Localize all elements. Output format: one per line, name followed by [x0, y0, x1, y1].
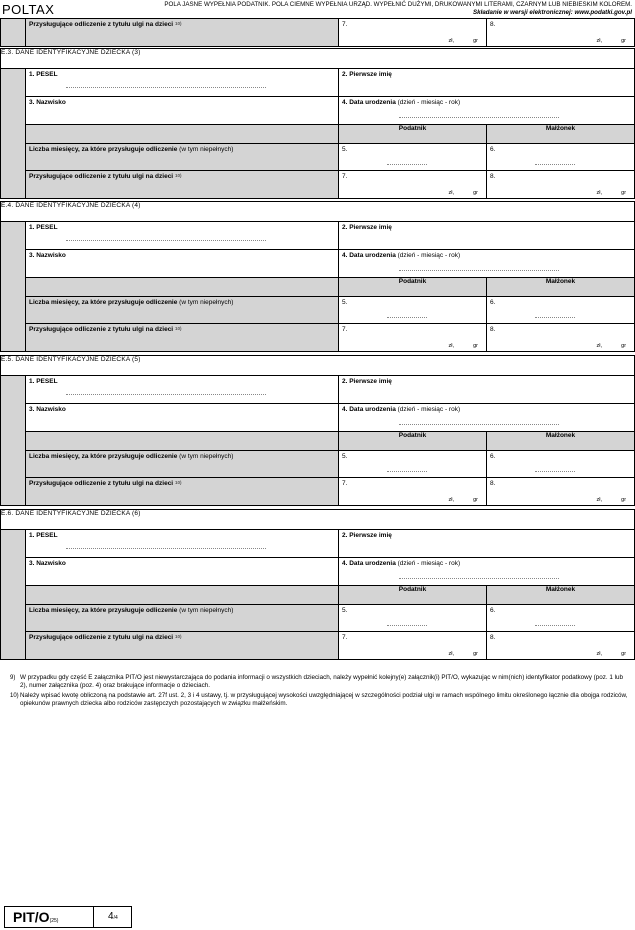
months-taxpayer-field[interactable]: 5.: [339, 144, 487, 171]
birth-date-field[interactable]: 4. Data urodzenia (dzień - miesiąc - rok): [339, 250, 635, 278]
header-spacer: [26, 125, 339, 144]
header-note-line1: POLA JASNE WYPEŁNIA PODATNIK. POLA CIEMNE WYPEŁNIA URZĄD. WYPEŁNIĆ DUŻYMI, DRUKOWANYMI LITERAMI, CZARNYM LUB NIEBIESKIM KOLOREM.: [164, 1, 632, 8]
birth-date-field[interactable]: 4. Data urodzenia (dzień - miesiąc - rok): [339, 558, 635, 586]
deduction-taxpayer-field[interactable]: 7. zł, gr: [339, 171, 487, 199]
months-label: Liczba miesięcy, za które przysługuje odliczenie (w tym niepełnych): [26, 451, 339, 478]
surname-field[interactable]: 3. Nazwisko: [26, 404, 339, 432]
taxpayer-header: Podatnik: [339, 125, 487, 144]
pesel-field[interactable]: 1. PESEL: [26, 222, 339, 250]
deduction-spouse-field[interactable]: 8. zł, gr: [487, 478, 635, 506]
birth-date-field[interactable]: 4. Data urodzenia (dzień - miesiąc - rok): [339, 97, 635, 125]
birth-date-field[interactable]: 4. Data urodzenia (dzień - miesiąc - rok): [339, 404, 635, 432]
spouse-header: Małżonek: [487, 125, 635, 144]
header-spacer: [26, 586, 339, 605]
gutter: [1, 222, 26, 352]
deduction-label: Przysługujące odliczenie z tytułu ulgi na dzieci $^{10)}$: [26, 632, 339, 660]
first-name-field[interactable]: 2. Pierwsze imię: [339, 530, 635, 558]
deduction-label: Przysługujące odliczenie z tytułu ulgi na dzieci $^{10)}$: [26, 324, 339, 352]
poltax-logo: POLTAX: [2, 2, 55, 17]
first-name-field[interactable]: 2. Pierwsze imię: [339, 69, 635, 97]
section-title: E.5. DANE IDENTYFIKACYJNE DZIECKA (5): [1, 356, 635, 376]
footnote-10: 10) Należy wpisać kwotę obliczoną na podstawie art. 27f ust. 2, 3 i 4 ustawy, tj. w przysługującej wysokości uwzględniającej w szczególności podział ulgi w ramach wspólnego limitu określonego łącznie dla obojga rodziców, opiekunów prawnych dziecka albo rodziców zastępczych pozostających w związku małżeńskim.: [10, 692, 628, 707]
header-spacer: [26, 432, 339, 451]
pesel-field[interactable]: 1. PESEL: [26, 69, 339, 97]
gutter: [1, 19, 26, 47]
section-title: E.6. DANE IDENTYFIKACYJNE DZIECKA (6): [1, 510, 635, 530]
spouse-header: Małżonek: [487, 432, 635, 451]
pesel-field[interactable]: 1. PESEL: [26, 376, 339, 404]
surname-field[interactable]: 3. Nazwisko: [26, 97, 339, 125]
section-title: E.3. DANE IDENTYFIKACYJNE DZIECKA (3): [1, 49, 635, 69]
section-title: E.4. DANE IDENTYFIKACYJNE DZIECKA (4): [1, 202, 635, 222]
footnote-9: 9) W przypadku gdy część E załącznika PIT/O jest niewystarczająca do podania informacji o wszystkich dzieciach, należy wypełnić kolejny(e) załącznik(i) PIT/O, wykazując w nim(nich) identyfikator podatkowy (poz. 1 lub 2), numer załącznika (poz. 4) oraz brakujące informacje o dzieciach.: [10, 674, 623, 689]
spouse-header: Małżonek: [487, 278, 635, 297]
form-name: PIT/O(25): [5, 907, 94, 927]
child-section-3: [0, 48, 635, 199]
months-spouse-field[interactable]: 6.: [487, 451, 635, 478]
months-spouse-field[interactable]: 6.: [487, 144, 635, 171]
taxpayer-header: Podatnik: [339, 278, 487, 297]
taxpayer-header: Podatnik: [339, 432, 487, 451]
deduction-taxpayer-field[interactable]: 7. zł, gr: [339, 19, 487, 47]
footnotes: [10, 674, 630, 710]
deduction-label: Przysługujące odliczenie z tytułu ulgi na dzieci $^{10)}$: [29, 21, 182, 28]
header-spacer: [26, 278, 339, 297]
header-note-line2: Składanie w wersji elektronicznej: www.podatki.gov.pl: [473, 9, 632, 16]
first-name-field[interactable]: 2. Pierwsze imię: [339, 376, 635, 404]
gutter: [1, 69, 26, 199]
months-taxpayer-field[interactable]: 5.: [339, 451, 487, 478]
pesel-field[interactable]: 1. PESEL: [26, 530, 339, 558]
deduction-spouse-field[interactable]: 8. zł, gr: [487, 19, 635, 47]
taxpayer-header: Podatnik: [339, 586, 487, 605]
deduction-taxpayer-field[interactable]: 7. zł, gr: [339, 632, 487, 660]
deduction-label: Przysługujące odliczenie z tytułu ulgi na dzieci $^{10)}$: [26, 171, 339, 199]
gutter: [1, 530, 26, 660]
deduction-taxpayer-field[interactable]: 7. zł, gr: [339, 324, 487, 352]
gutter: [1, 376, 26, 506]
surname-field[interactable]: 3. Nazwisko: [26, 250, 339, 278]
months-label: Liczba miesięcy, za które przysługuje odliczenie (w tym niepełnych): [26, 144, 339, 171]
months-label: Liczba miesięcy, za które przysługuje odliczenie (w tym niepełnych): [26, 605, 339, 632]
header-instructions: [104, 1, 632, 17]
form-id-box: [4, 906, 132, 928]
child-section-5: [0, 355, 635, 506]
months-label: Liczba miesięcy, za które przysługuje odliczenie (w tym niepełnych): [26, 297, 339, 324]
months-spouse-field[interactable]: 6.: [487, 605, 635, 632]
months-taxpayer-field[interactable]: 5.: [339, 605, 487, 632]
deduction-spouse-field[interactable]: 8. zł, gr: [487, 632, 635, 660]
deduction-spouse-field[interactable]: 8. zł, gr: [487, 324, 635, 352]
deduction-spouse-field[interactable]: 8. zł, gr: [487, 171, 635, 199]
deduction-label: Przysługujące odliczenie z tytułu ulgi na dzieci $^{10)}$: [26, 478, 339, 506]
spouse-header: Małżonek: [487, 586, 635, 605]
child-section-6: [0, 509, 635, 660]
child-section-4: [0, 201, 635, 352]
months-taxpayer-field[interactable]: 5.: [339, 297, 487, 324]
page-number: 4/4: [108, 911, 118, 922]
first-name-field[interactable]: 2. Pierwsze imię: [339, 222, 635, 250]
deduction-taxpayer-field[interactable]: 7. zł, gr: [339, 478, 487, 506]
months-spouse-field[interactable]: 6.: [487, 297, 635, 324]
top-deduction-row: [0, 18, 635, 47]
surname-field[interactable]: 3. Nazwisko: [26, 558, 339, 586]
